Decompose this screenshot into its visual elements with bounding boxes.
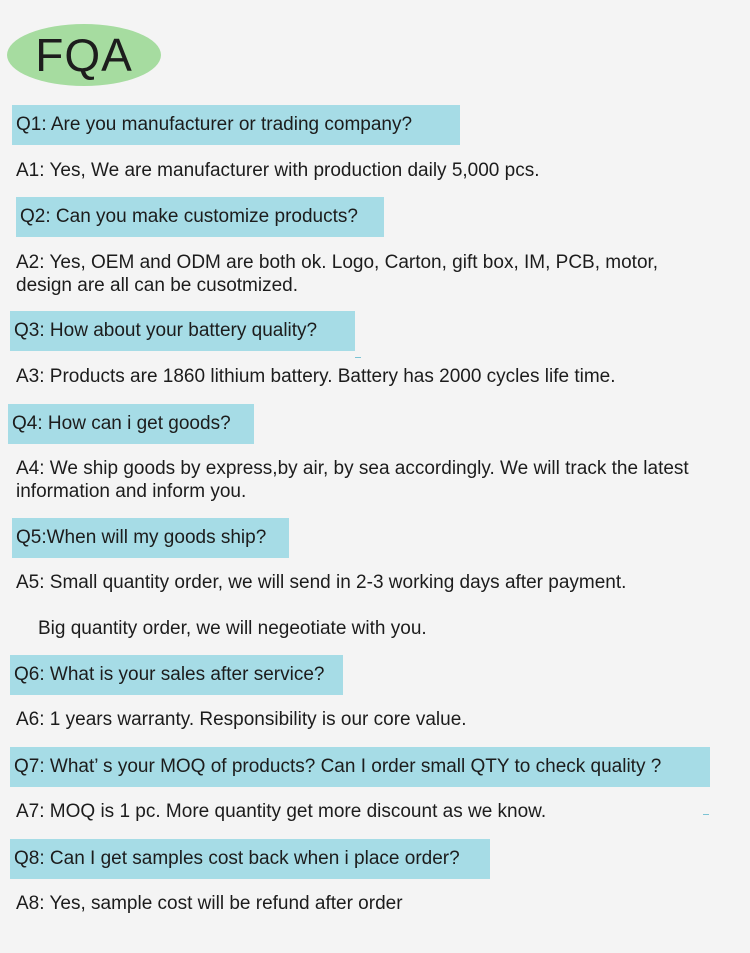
answer-6: A6: 1 years warranty. Responsibility is our core value. — [16, 709, 467, 730]
question-7: Q7: What’ s your MOQ of products? Can I order small QTY to check quality ? — [10, 747, 710, 787]
answer-8: A8: Yes, sample cost will be refund after order — [16, 893, 403, 914]
decorative-dash — [703, 814, 709, 815]
question-1: Q1: Are you manufacturer or trading company? — [12, 105, 460, 145]
question-2: Q2: Can you make customize products? — [16, 197, 384, 237]
question-6: Q6: What is your sales after service? — [10, 655, 343, 695]
answer-3: A3: Products are 1860 lithium battery. Battery has 2000 cycles life time. — [16, 366, 616, 387]
question-8: Q8: Can I get samples cost back when i place order? — [10, 839, 490, 879]
question-4: Q4: How can i get goods? — [8, 404, 254, 444]
answer-4-line-2: information and inform you. — [16, 481, 247, 502]
answer-5-line-2: Big quantity order, we will negeotiate with you. — [38, 618, 427, 639]
title-badge — [7, 24, 161, 86]
answer-1: A1: Yes, We are manufacturer with production daily 5,000 pcs. — [16, 160, 540, 181]
page-title: FQA — [35, 29, 133, 81]
answer-2-line-1: A2: Yes, OEM and ODM are both ok. Logo, Carton, gift box, IM, PCB, motor, — [16, 252, 659, 273]
decorative-dash — [355, 357, 361, 358]
question-3: Q3: How about your battery quality? — [10, 311, 355, 351]
answer-7: A7: MOQ is 1 pc. More quantity get more discount as we know. — [16, 801, 547, 822]
answer-5-line-1: A5: Small quantity order, we will send in 2-3 working days after payment. — [16, 572, 627, 593]
answer-2-line-2: design are all can be cusotmized. — [16, 275, 298, 296]
question-5: Q5:When will my goods ship? — [12, 518, 289, 558]
answer-4-line-1: A4: We ship goods by express,by air, by sea accordingly. We will track the latest — [16, 458, 689, 479]
